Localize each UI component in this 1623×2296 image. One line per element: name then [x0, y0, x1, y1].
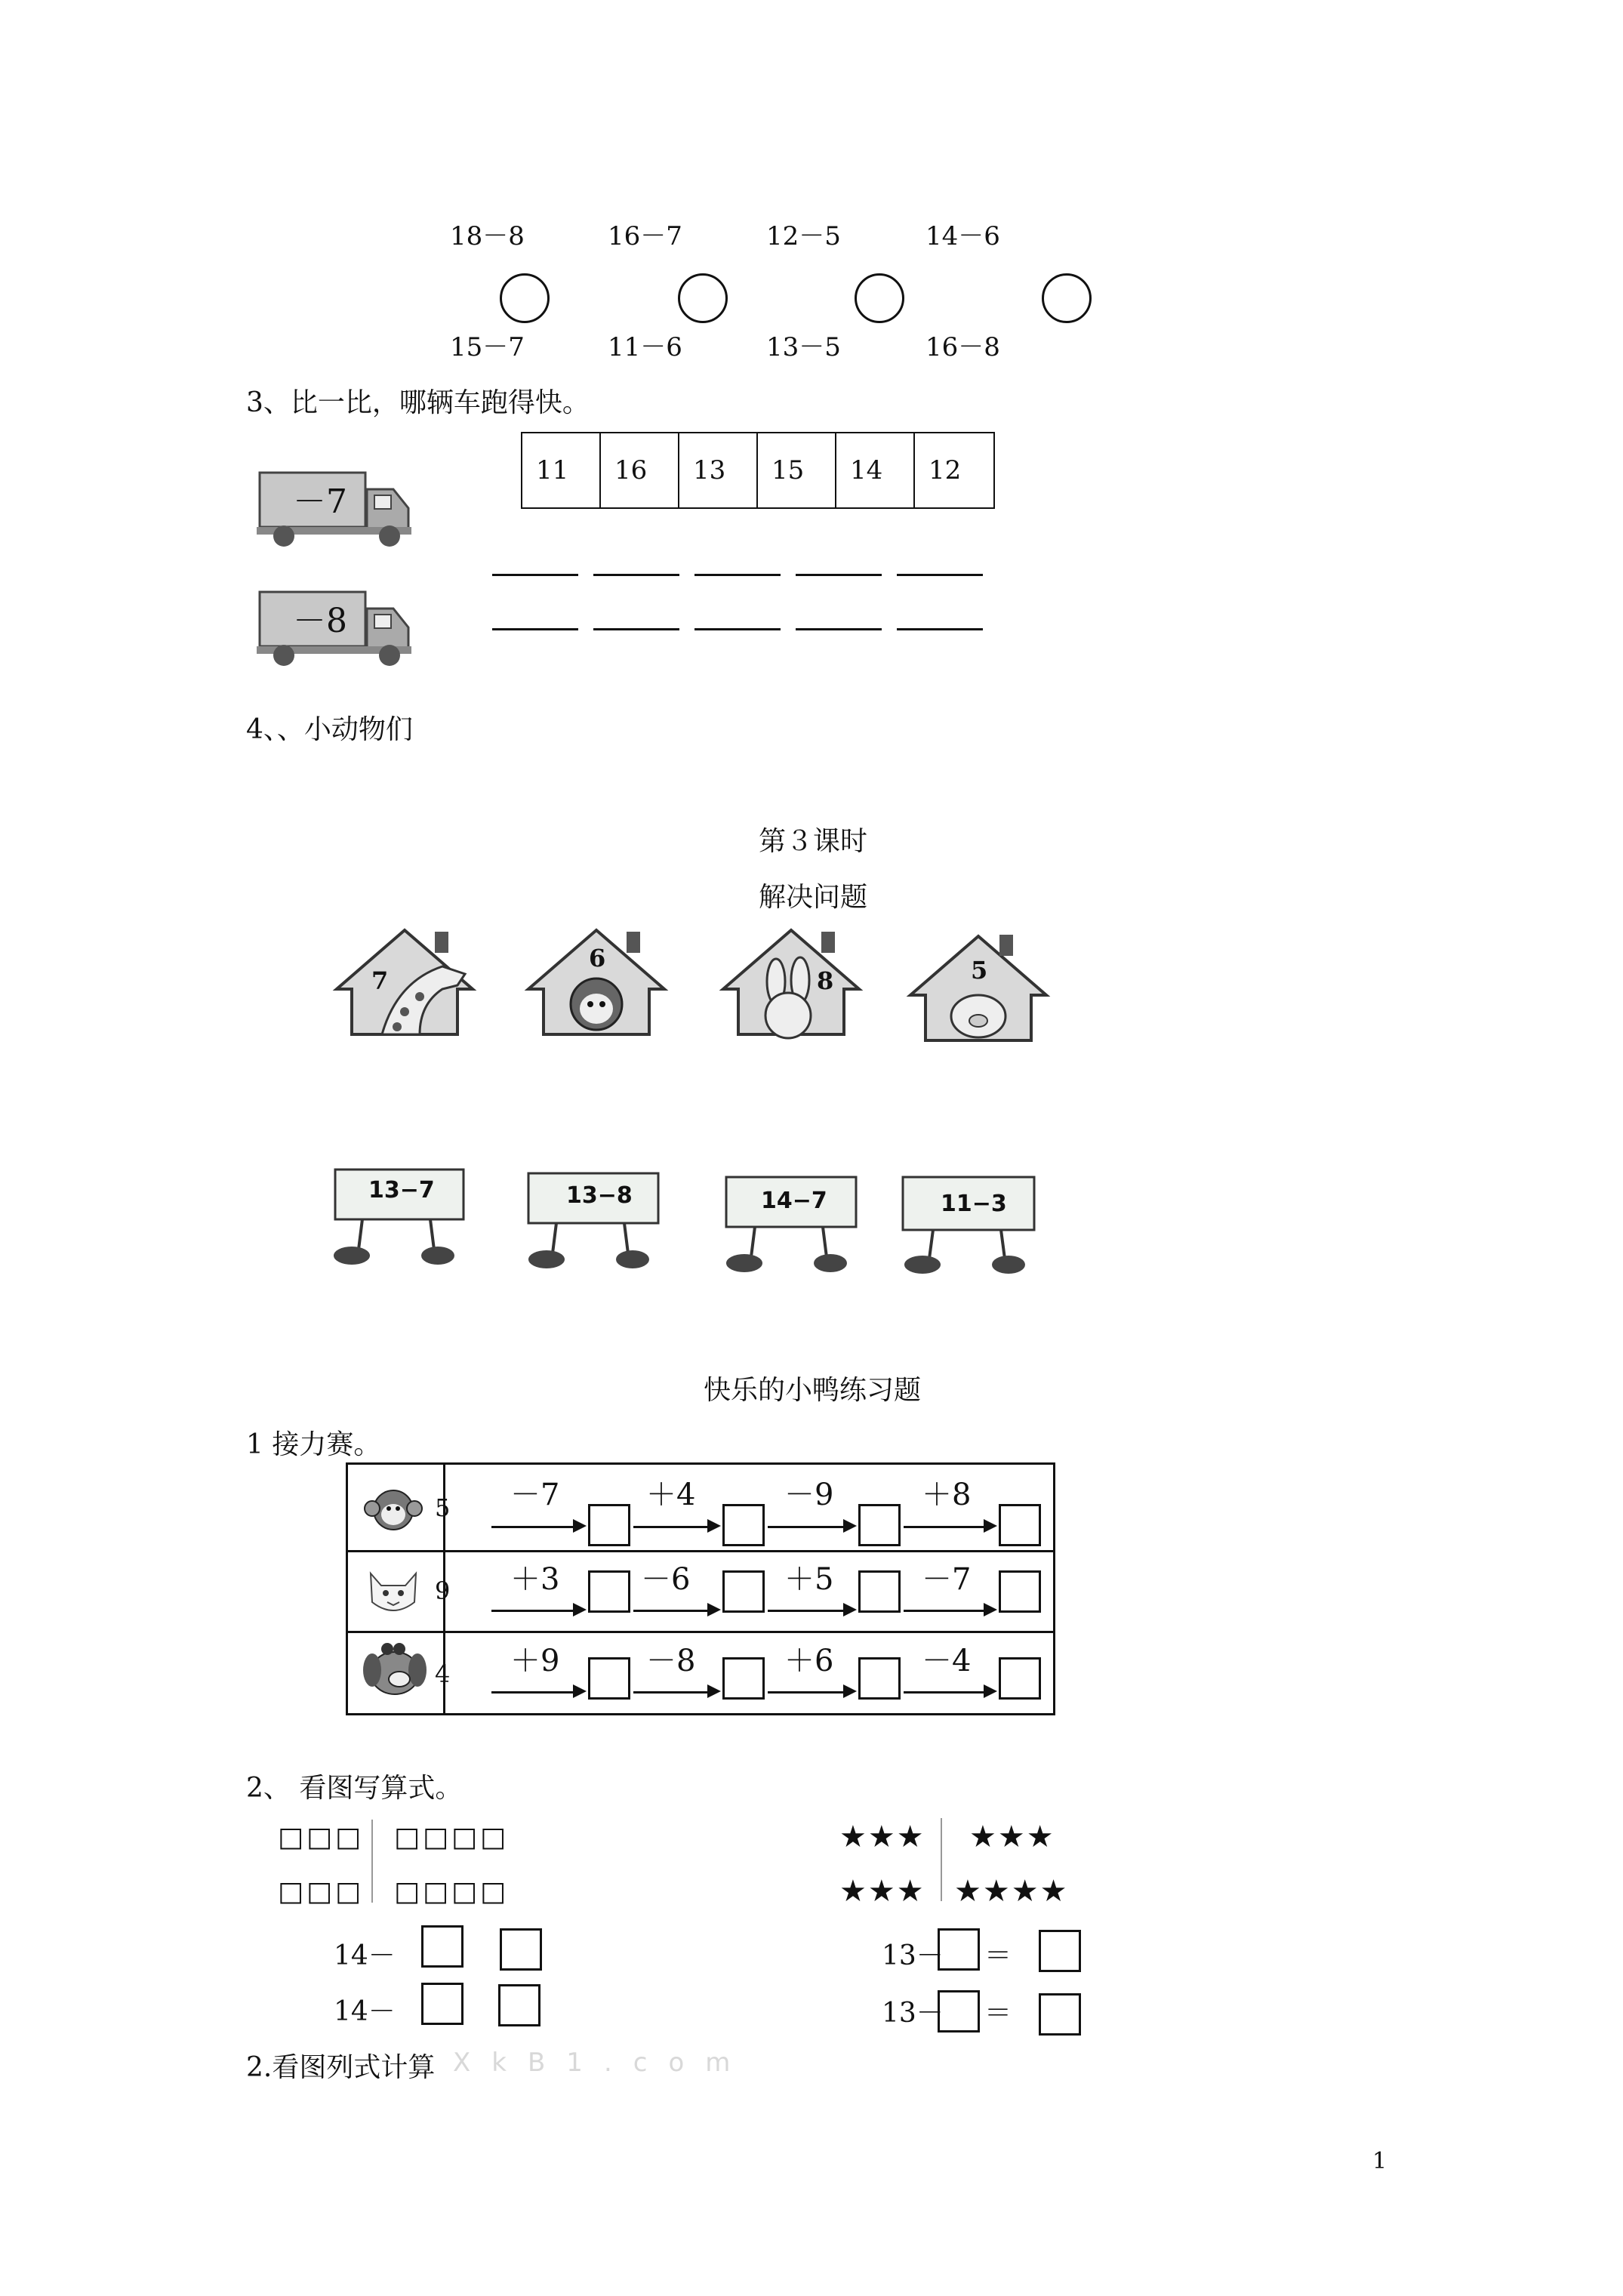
pig-house-icon — [903, 927, 1054, 1048]
relay-answer-box[interactable] — [588, 1657, 630, 1700]
relay-op: ＋5 — [784, 1562, 834, 1597]
relay-op: ＋9 — [510, 1644, 560, 1678]
squares-row2-right: □□□□ — [394, 1876, 510, 1907]
sign-label: 11−3 — [941, 1191, 1007, 1217]
relay-answer-box[interactable] — [722, 1504, 765, 1546]
arrow-head — [984, 1519, 997, 1533]
relay-op: －8 — [646, 1644, 696, 1678]
lesson-subtitle: 解决问题 — [759, 882, 868, 913]
eq-answer-box[interactable] — [1039, 1993, 1081, 2036]
answer-line[interactable] — [897, 574, 983, 576]
expr-top-2: 16－7 — [608, 221, 682, 251]
strip-cell: 11 — [522, 433, 601, 507]
relay-op: －4 — [922, 1644, 972, 1678]
relay-op: ＋8 — [922, 1478, 972, 1512]
arrow-head — [573, 1603, 587, 1616]
stars-row2-left: ★★★ — [839, 1874, 925, 1909]
answer-line[interactable] — [796, 628, 882, 630]
strip-cell: 14 — [836, 433, 915, 507]
rabbit-house-icon — [716, 921, 867, 1042]
truck-2-label: －8 — [293, 602, 347, 640]
q2-title: 2、 看图写算式。 — [246, 1773, 463, 1804]
house-number: 8 — [817, 966, 834, 995]
arrow-head — [707, 1684, 721, 1698]
arrow-line — [904, 1691, 985, 1693]
relay-answer-box[interactable] — [588, 1570, 630, 1613]
squares-row2-left: □□□ — [278, 1876, 365, 1907]
arrow-line — [491, 1526, 574, 1528]
arrow-head — [573, 1684, 587, 1698]
arrow-head — [707, 1603, 721, 1616]
house-monkey — [521, 921, 672, 1042]
relay-op: －6 — [641, 1562, 691, 1597]
eq-right-2: 13－ — [882, 1998, 944, 2029]
arrow-line — [491, 1691, 574, 1693]
relay-row-divider — [348, 1631, 1053, 1633]
q4-title: 4、、小动物们 — [246, 714, 413, 745]
arrow-head — [707, 1519, 721, 1533]
equals-sign: ＝ — [984, 1998, 1012, 2029]
lesson-title: 第３课时 — [759, 826, 868, 857]
relay-title: 1 接力赛。 — [246, 1429, 381, 1460]
relay-op: －7 — [510, 1478, 560, 1512]
answer-line[interactable] — [593, 628, 679, 630]
relay-op: －9 — [784, 1478, 834, 1512]
sign-label: 13−7 — [368, 1177, 435, 1203]
house-rabbit — [716, 921, 867, 1042]
expr-top-1: 18－8 — [450, 221, 525, 251]
eq-answer-box[interactable] — [1039, 1930, 1081, 1972]
compare-circle-4[interactable] — [1042, 273, 1092, 323]
eq-left-2: 14－ — [334, 1996, 396, 2027]
arrow-line — [633, 1526, 709, 1528]
stars-row2-right: ★★★★ — [954, 1874, 1069, 1909]
answer-line[interactable] — [694, 628, 781, 630]
eq-answer-box[interactable] — [498, 1984, 540, 2026]
cat-icon — [365, 1564, 422, 1617]
eq-answer-box[interactable] — [421, 1925, 463, 1968]
answer-line[interactable] — [492, 628, 578, 630]
relay-answer-box[interactable] — [858, 1504, 901, 1546]
relay-op: ＋3 — [510, 1562, 560, 1597]
relay-answer-box[interactable] — [722, 1570, 765, 1613]
strip-cell: 12 — [929, 455, 962, 485]
relay-start: 4 — [435, 1660, 451, 1688]
arrow-line — [768, 1610, 845, 1612]
relay-start: 5 — [435, 1493, 451, 1522]
eq-answer-box[interactable] — [938, 1928, 980, 1971]
relay-answer-box[interactable] — [999, 1504, 1041, 1546]
expr-top-4: 14－6 — [925, 221, 1000, 251]
compare-circle-3[interactable] — [855, 273, 904, 323]
walking-sign-2 — [522, 1170, 673, 1276]
expr-bottom-1: 15－7 — [450, 332, 525, 362]
arrow-line — [491, 1610, 574, 1612]
house-number: 6 — [589, 944, 606, 972]
walking-sign-3 — [717, 1174, 868, 1280]
walking-sign-4 — [895, 1174, 1046, 1280]
relay-table — [346, 1462, 1055, 1715]
squares-divider — [371, 1820, 373, 1903]
compare-circle-1[interactable] — [500, 273, 550, 323]
relay-row-divider — [348, 1550, 1053, 1552]
arrow-head — [984, 1603, 997, 1616]
answer-line[interactable] — [694, 574, 781, 576]
arrow-head — [573, 1519, 587, 1533]
equals-sign: ＝ — [984, 1940, 1012, 1971]
expr-top-3: 12－5 — [766, 221, 841, 251]
q2b-title: 2.看图列式计算 — [246, 2052, 436, 2083]
monkey-icon — [363, 1486, 423, 1534]
relay-op: －7 — [922, 1562, 972, 1597]
arrow-line — [633, 1610, 709, 1612]
arrow-head — [984, 1684, 997, 1698]
eq-answer-box[interactable] — [421, 1983, 463, 2025]
relay-answer-box[interactable] — [722, 1657, 765, 1700]
walking-sign-icon — [895, 1174, 1046, 1280]
arrow-line — [904, 1526, 985, 1528]
answer-line[interactable] — [897, 628, 983, 630]
sign-label: 13−8 — [566, 1182, 633, 1209]
page-number: 1 — [1372, 2148, 1387, 2174]
sign-label: 14−7 — [761, 1188, 827, 1214]
strip-cell: 13 — [679, 433, 758, 507]
house-pig — [903, 927, 1054, 1048]
monkey-house-icon — [521, 921, 672, 1042]
arrow-head — [843, 1684, 857, 1698]
house-number: 5 — [971, 956, 988, 985]
relay-answer-box[interactable] — [858, 1657, 901, 1700]
truck-1 — [254, 467, 421, 550]
eq-right-1: 13－ — [882, 1940, 944, 1971]
house-giraffe — [329, 921, 480, 1042]
strip-cell: 16 — [601, 433, 679, 507]
arrow-head — [843, 1519, 857, 1533]
eq-answer-box[interactable] — [938, 1990, 980, 2032]
eq-left-1: 14－ — [334, 1940, 396, 1971]
squares-row1-right: □□□□ — [394, 1822, 510, 1853]
relay-answer-box[interactable] — [588, 1504, 630, 1546]
relay-answer-box[interactable] — [858, 1570, 901, 1613]
truck-1-label: －7 — [293, 482, 347, 521]
arrow-head — [843, 1603, 857, 1616]
stars-divider — [941, 1818, 942, 1901]
expr-bottom-2: 11－6 — [608, 332, 682, 362]
eq-answer-box[interactable] — [500, 1928, 542, 1971]
watermark: XkB1.com — [453, 2048, 752, 2078]
q3-title: 3、比一比，哪辆车跑得快。 — [246, 387, 590, 418]
arrow-line — [904, 1610, 985, 1612]
squares-row1-left: □□□ — [278, 1822, 365, 1853]
relay-answer-box[interactable] — [999, 1570, 1041, 1613]
answer-line[interactable] — [796, 574, 882, 576]
relay-op: ＋4 — [646, 1478, 696, 1512]
expr-bottom-4: 16－8 — [925, 332, 1000, 362]
arrow-line — [768, 1691, 845, 1693]
answer-line[interactable] — [593, 574, 679, 576]
arrow-line — [768, 1526, 845, 1528]
number-strip — [521, 432, 995, 509]
dog-icon — [362, 1640, 427, 1700]
compare-circle-2[interactable] — [678, 273, 728, 323]
expr-bottom-3: 13－5 — [766, 332, 841, 362]
arrow-line — [633, 1691, 709, 1693]
house-number: 7 — [371, 966, 389, 995]
duck-title: 快乐的小鸭练习题 — [704, 1375, 922, 1406]
truck-2 — [254, 586, 421, 669]
strip-cell: 15 — [758, 433, 836, 507]
stars-row1-left: ★★★ — [839, 1820, 925, 1854]
relay-op: ＋6 — [784, 1644, 834, 1678]
stars-row1-right: ★★★ — [969, 1820, 1055, 1854]
walking-sign-1 — [325, 1166, 476, 1272]
relay-start: 9 — [435, 1576, 451, 1605]
answer-line[interactable] — [492, 574, 578, 576]
giraffe-house-icon — [329, 921, 480, 1042]
relay-answer-box[interactable] — [999, 1657, 1041, 1700]
